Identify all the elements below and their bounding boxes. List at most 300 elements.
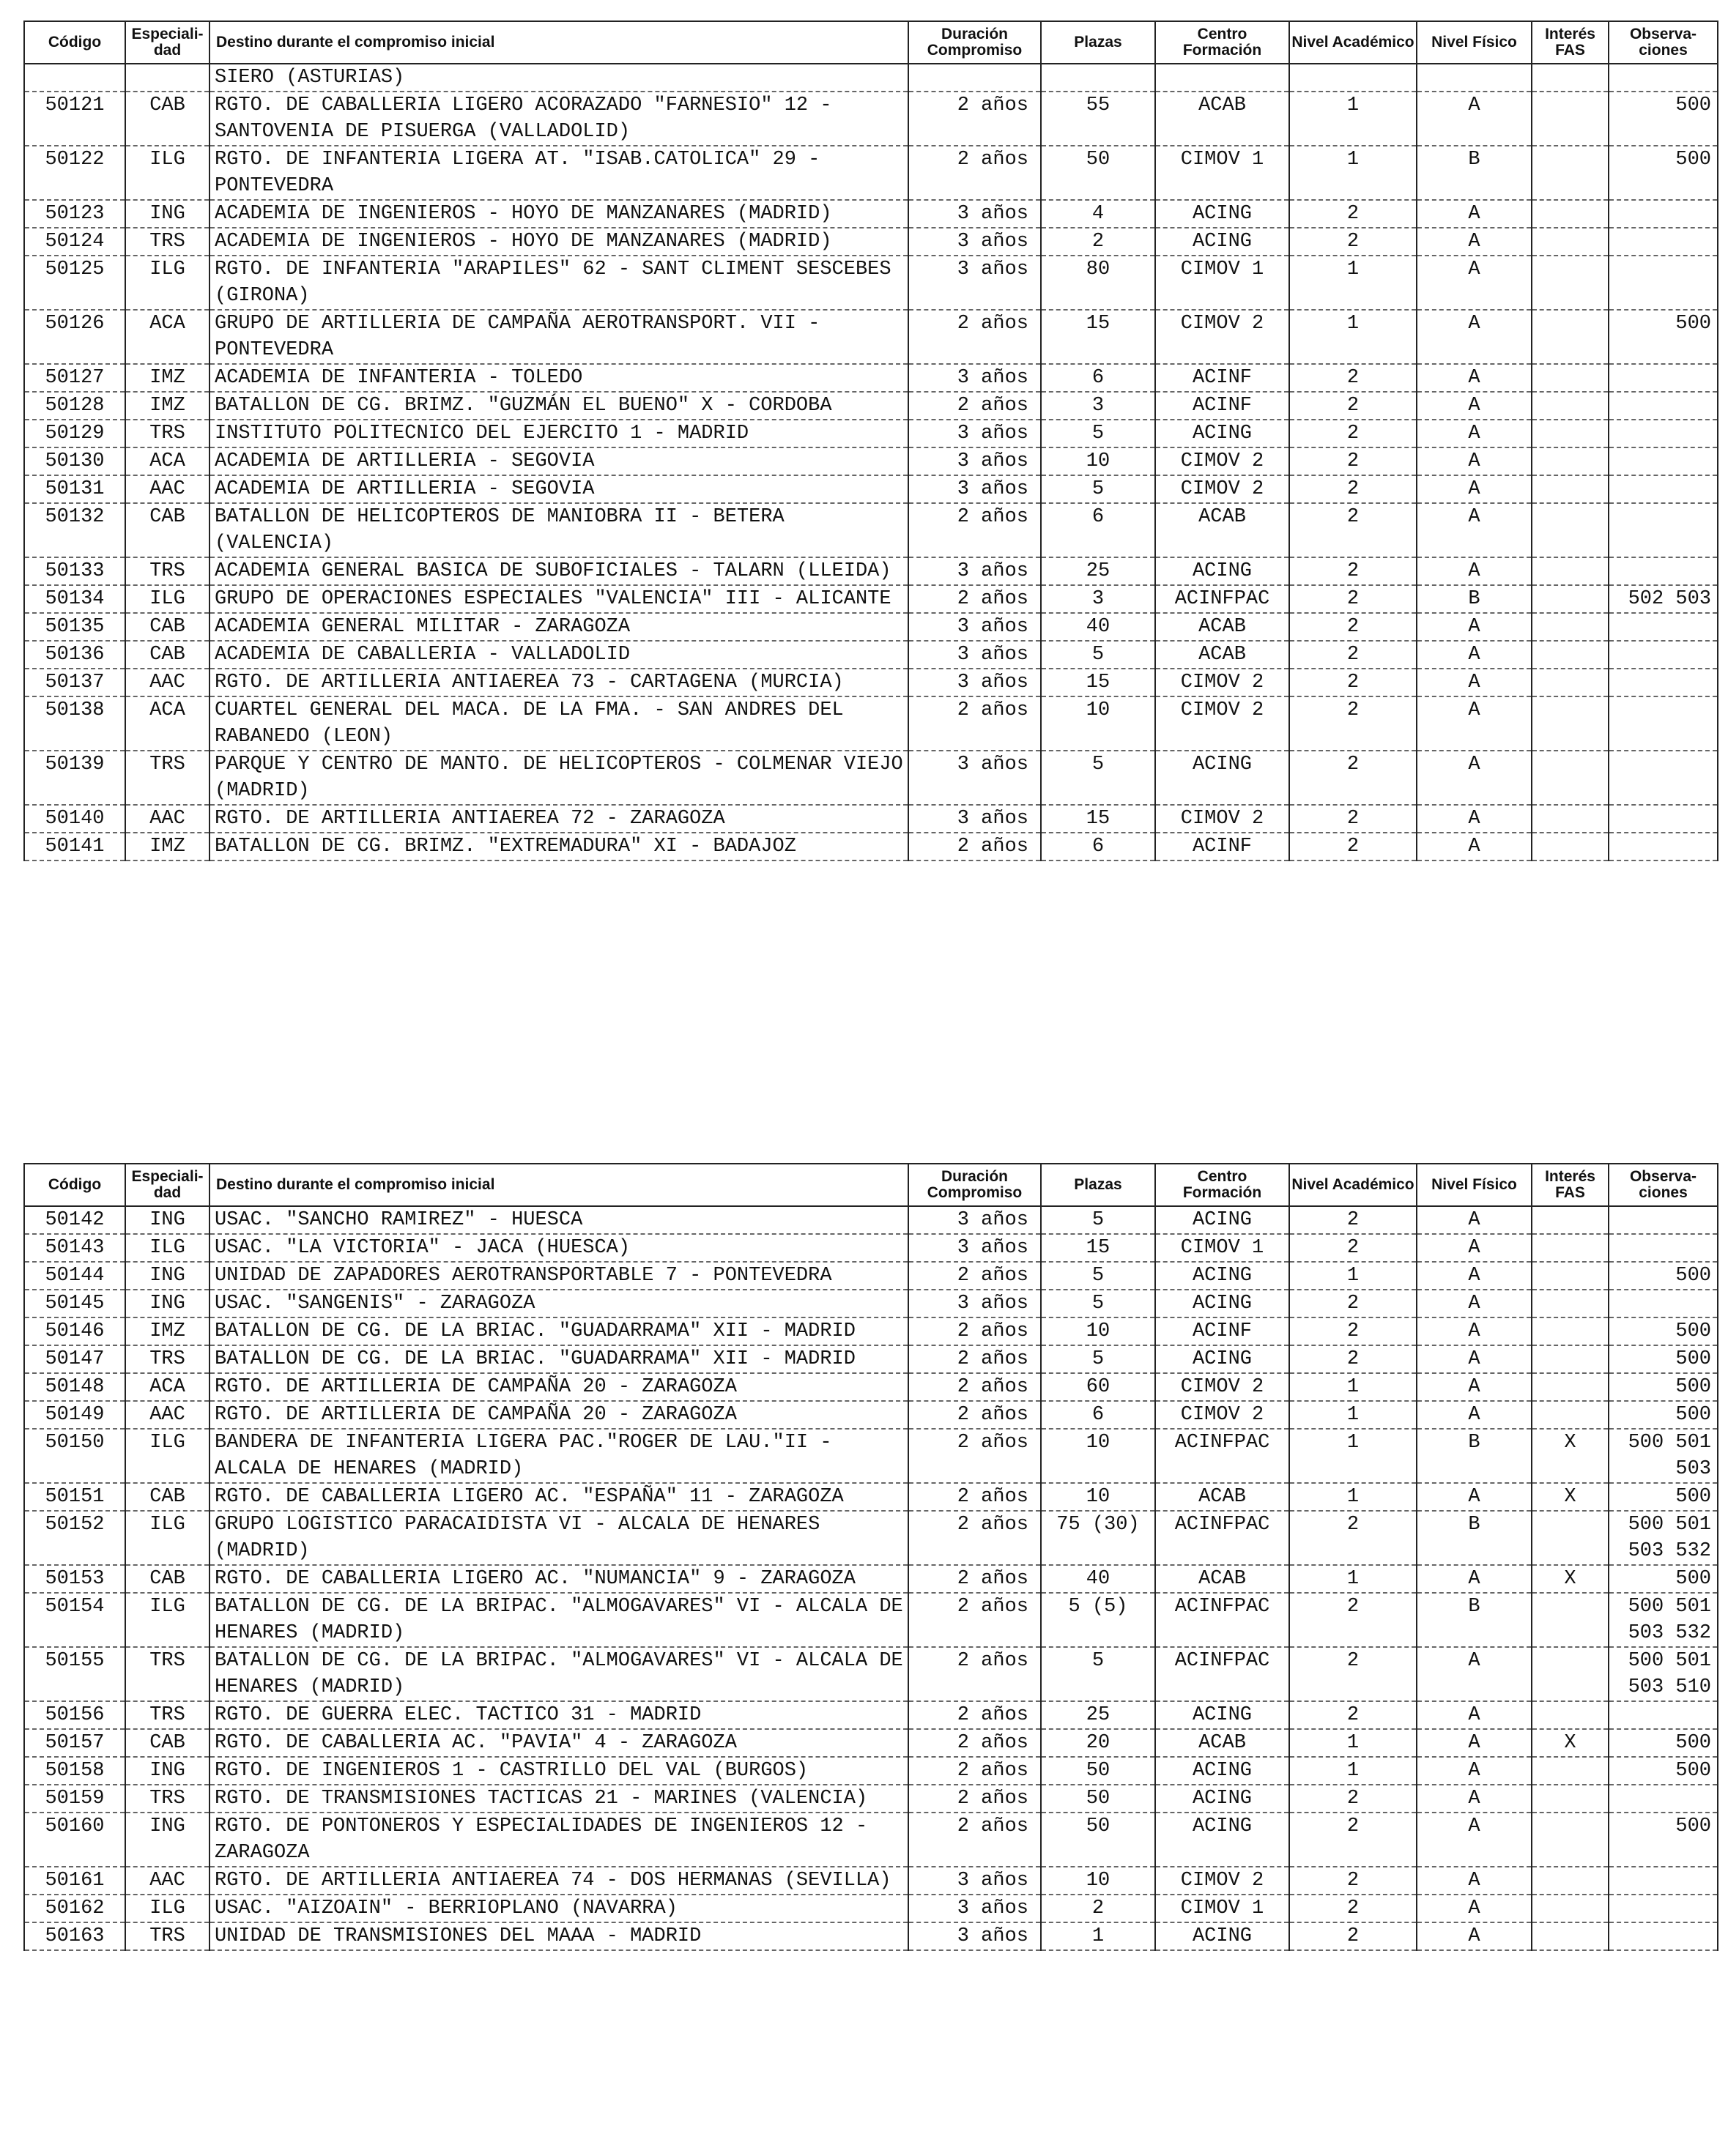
cell-centro: CIMOV 2 bbox=[1155, 1373, 1289, 1401]
cell-plazas: 6 bbox=[1041, 364, 1155, 392]
cell-plazas: 3 bbox=[1041, 392, 1155, 420]
cell-destino: BATALLON DE CG. BRIMZ. "EXTREMADURA" XI - BADAJOZ bbox=[209, 833, 908, 860]
cell-nivel-academico: 2 bbox=[1289, 392, 1417, 420]
cell-nivel-fisico: A bbox=[1417, 557, 1532, 585]
table-row bbox=[24, 420, 1718, 447]
cell-duracion: 3 años bbox=[908, 420, 1041, 447]
table-row bbox=[24, 1757, 1718, 1785]
cell-nivel-fisico: A bbox=[1417, 447, 1532, 475]
cell-duracion: 3 años bbox=[908, 805, 1041, 833]
cell-plazas: 55 bbox=[1041, 92, 1155, 146]
cell-plazas: 15 bbox=[1041, 310, 1155, 364]
cell-nivel-academico: 2 bbox=[1289, 200, 1417, 228]
cell-observaciones bbox=[1609, 228, 1718, 256]
table-row bbox=[24, 613, 1718, 641]
table-row bbox=[24, 1206, 1718, 1234]
cell-nivel-academico: 1 bbox=[1289, 92, 1417, 146]
cell-duracion: 2 años bbox=[908, 1511, 1041, 1565]
cell-nivel-academico: 2 bbox=[1289, 613, 1417, 641]
cell-destino: UNIDAD DE TRANSMISIONES DEL MAAA - MADRID bbox=[209, 1922, 908, 1950]
cell-codigo: 50128 bbox=[24, 392, 125, 420]
cell-observaciones bbox=[1609, 1290, 1718, 1317]
cell-observaciones: 500 bbox=[1609, 1483, 1718, 1511]
cell-especialidad: TRS bbox=[125, 751, 209, 805]
cell-duracion: 3 años bbox=[908, 256, 1041, 310]
cell-interes-fas bbox=[1532, 1373, 1609, 1401]
table-row bbox=[24, 447, 1718, 475]
cell-nivel-fisico: A bbox=[1417, 1813, 1532, 1867]
header-nivel-fisico: Nivel Físico bbox=[1417, 1164, 1532, 1206]
cell-especialidad: ACA bbox=[125, 447, 209, 475]
table-row bbox=[24, 503, 1718, 557]
cell-plazas: 50 bbox=[1041, 1757, 1155, 1785]
cell-observaciones: 500 501 503 bbox=[1609, 1429, 1718, 1483]
cell-codigo: 50131 bbox=[24, 475, 125, 503]
cell-codigo: 50129 bbox=[24, 420, 125, 447]
cell-observaciones bbox=[1609, 1895, 1718, 1922]
cell-destino: GRUPO DE ARTILLERIA DE CAMPAÑA AEROTRANSPORT. VII - PONTEVEDRA bbox=[209, 310, 908, 364]
cell-interes-fas bbox=[1532, 1813, 1609, 1867]
cell-codigo: 50146 bbox=[24, 1317, 125, 1345]
table-row bbox=[24, 310, 1718, 364]
cell-nivel-academico: 2 bbox=[1289, 1701, 1417, 1729]
cell-nivel-academico: 1 bbox=[1289, 1401, 1417, 1429]
cell-observaciones bbox=[1609, 392, 1718, 420]
cell-duracion: 2 años bbox=[908, 1345, 1041, 1373]
cell-nivel-academico: 2 bbox=[1289, 1895, 1417, 1922]
cell-interes-fas bbox=[1532, 833, 1609, 860]
cell-nivel-fisico: A bbox=[1417, 1647, 1532, 1701]
cell-plazas: 3 bbox=[1041, 585, 1155, 613]
cell-nivel-academico: 2 bbox=[1289, 228, 1417, 256]
cell-nivel-fisico: A bbox=[1417, 1729, 1532, 1757]
header-codigo: Código bbox=[24, 1164, 125, 1206]
cell-codigo: 50158 bbox=[24, 1757, 125, 1785]
cell-centro: CIMOV 2 bbox=[1155, 1867, 1289, 1895]
cell-codigo: 50132 bbox=[24, 503, 125, 557]
cell-interes-fas bbox=[1532, 1593, 1609, 1647]
cell-especialidad: ILG bbox=[125, 1895, 209, 1922]
cell-nivel-fisico: B bbox=[1417, 146, 1532, 200]
table-row bbox=[24, 641, 1718, 669]
cell-destino: RGTO. DE CABALLERIA LIGERO ACORAZADO "FARNESIO" 12 - SANTOVENIA DE PISUERGA (VALLADOLID) bbox=[209, 92, 908, 146]
cell-codigo: 50121 bbox=[24, 92, 125, 146]
cell-observaciones: 500 bbox=[1609, 1345, 1718, 1373]
header-codigo: Código bbox=[24, 21, 125, 64]
table-row bbox=[24, 1345, 1718, 1373]
cell-especialidad: ILG bbox=[125, 146, 209, 200]
cell-interes-fas bbox=[1532, 1701, 1609, 1729]
cell-duracion: 2 años bbox=[908, 585, 1041, 613]
cell-nivel-fisico: B bbox=[1417, 1593, 1532, 1647]
cell-especialidad: TRS bbox=[125, 1922, 209, 1950]
cell-destino: USAC. "LA VICTORIA" - JACA (HUESCA) bbox=[209, 1234, 908, 1262]
cell-plazas: 5 bbox=[1041, 420, 1155, 447]
cell-duracion: 2 años bbox=[908, 1565, 1041, 1593]
cell-destino: BATALLON DE CG. DE LA BRIPAC. "ALMOGAVARES" VI - ALCALA DE HENARES (MADRID) bbox=[209, 1593, 908, 1647]
cell-destino: CUARTEL GENERAL DEL MACA. DE LA FMA. - SAN ANDRES DEL RABANEDO (LEON) bbox=[209, 696, 908, 751]
cell-nivel-academico: 2 bbox=[1289, 1785, 1417, 1813]
cell-centro: ACINFPAC bbox=[1155, 1647, 1289, 1701]
cell-codigo: 50153 bbox=[24, 1565, 125, 1593]
cell-interes-fas: X bbox=[1532, 1429, 1609, 1483]
cell-nivel-fisico: A bbox=[1417, 310, 1532, 364]
cell-destino: BATALLON DE CG. DE LA BRIAC. "GUADARRAMA" XII - MADRID bbox=[209, 1317, 908, 1345]
cell-nivel-fisico: A bbox=[1417, 1565, 1532, 1593]
cell-centro: ACINF bbox=[1155, 1317, 1289, 1345]
cell-centro: ACING bbox=[1155, 1785, 1289, 1813]
cell-codigo: 50125 bbox=[24, 256, 125, 310]
cell-plazas: 4 bbox=[1041, 200, 1155, 228]
cell-observaciones bbox=[1609, 641, 1718, 669]
cell-destino: USAC. "SANCHO RAMIREZ" - HUESCA bbox=[209, 1206, 908, 1234]
cell-nivel-academico: 1 bbox=[1289, 1565, 1417, 1593]
table-2-body bbox=[24, 1206, 1718, 1950]
cell-centro: ACING bbox=[1155, 1206, 1289, 1234]
cell-destino: BATALLON DE CG. DE LA BRIAC. "GUADARRAMA" XII - MADRID bbox=[209, 1345, 908, 1373]
cell-destino: BATALLON DE CG. DE LA BRIPAC. "ALMOGAVARES" VI - ALCALA DE HENARES (MADRID) bbox=[209, 1647, 908, 1701]
cell-nivel-academico: 1 bbox=[1289, 1729, 1417, 1757]
cell-centro: CIMOV 2 bbox=[1155, 447, 1289, 475]
cell-centro: ACINFPAC bbox=[1155, 585, 1289, 613]
cell-duracion: 2 años bbox=[908, 696, 1041, 751]
cell-nivel-fisico: B bbox=[1417, 1429, 1532, 1483]
cell-nivel-academico: 1 bbox=[1289, 310, 1417, 364]
header-plazas: Plazas bbox=[1041, 21, 1155, 64]
cell-centro: ACAB bbox=[1155, 1483, 1289, 1511]
table-row bbox=[24, 1593, 1718, 1647]
cell-plazas: 40 bbox=[1041, 1565, 1155, 1593]
cell-centro: CIMOV 2 bbox=[1155, 475, 1289, 503]
cell-duracion: 3 años bbox=[908, 1922, 1041, 1950]
cell-especialidad: TRS bbox=[125, 228, 209, 256]
cell-nivel-academico: 1 bbox=[1289, 256, 1417, 310]
cell-observaciones bbox=[1609, 503, 1718, 557]
cell-nivel-academico: 2 bbox=[1289, 585, 1417, 613]
cell-centro: ACING bbox=[1155, 1262, 1289, 1290]
cell-observaciones bbox=[1609, 751, 1718, 805]
cell-interes-fas bbox=[1532, 256, 1609, 310]
cell-codigo: 50144 bbox=[24, 1262, 125, 1290]
cell-observaciones bbox=[1609, 420, 1718, 447]
cell-observaciones bbox=[1609, 475, 1718, 503]
cell-plazas: 10 bbox=[1041, 1483, 1155, 1511]
cell-especialidad: ILG bbox=[125, 1234, 209, 1262]
cell-plazas: 1 bbox=[1041, 1922, 1155, 1950]
cell-especialidad: ING bbox=[125, 1262, 209, 1290]
table-row bbox=[24, 1317, 1718, 1345]
table-row bbox=[24, 364, 1718, 392]
cell-duracion: 2 años bbox=[908, 1483, 1041, 1511]
cell-nivel-fisico: A bbox=[1417, 228, 1532, 256]
cell-especialidad: AAC bbox=[125, 1867, 209, 1895]
cell-observaciones: 500 bbox=[1609, 1262, 1718, 1290]
cell-plazas: 5 bbox=[1041, 1647, 1155, 1701]
cell-nivel-academico: 1 bbox=[1289, 1262, 1417, 1290]
cell-duracion: 3 años bbox=[908, 751, 1041, 805]
cell-plazas: 10 bbox=[1041, 696, 1155, 751]
cell-plazas: 6 bbox=[1041, 833, 1155, 860]
cell-observaciones: 500 bbox=[1609, 1729, 1718, 1757]
cell-nivel-fisico: A bbox=[1417, 92, 1532, 146]
cell-codigo: 50149 bbox=[24, 1401, 125, 1429]
cell-centro: ACAB bbox=[1155, 503, 1289, 557]
cell-nivel-academico: 2 bbox=[1289, 696, 1417, 751]
cell-centro: ACINF bbox=[1155, 833, 1289, 860]
cell-centro: ACING bbox=[1155, 1757, 1289, 1785]
cell-centro: ACING bbox=[1155, 228, 1289, 256]
cell-duracion: 2 años bbox=[908, 1729, 1041, 1757]
destinos-table-2 bbox=[23, 1163, 1718, 1951]
cell-destino: GRUPO LOGISTICO PARACAIDISTA VI - ALCALA DE HENARES (MADRID) bbox=[209, 1511, 908, 1565]
cell-centro: ACINF bbox=[1155, 364, 1289, 392]
cell-plazas: 2 bbox=[1041, 228, 1155, 256]
cell-especialidad: TRS bbox=[125, 420, 209, 447]
cell-observaciones bbox=[1609, 1701, 1718, 1729]
cell-nivel-academico: 2 bbox=[1289, 1867, 1417, 1895]
cell-interes-fas bbox=[1532, 1867, 1609, 1895]
cell-plazas: 6 bbox=[1041, 1401, 1155, 1429]
cell-observaciones: 500 bbox=[1609, 1565, 1718, 1593]
cell-duracion: 3 años bbox=[908, 557, 1041, 585]
cell-nivel-academico: 2 bbox=[1289, 557, 1417, 585]
cell-codigo: 50123 bbox=[24, 200, 125, 228]
cell-nivel-fisico: A bbox=[1417, 1785, 1532, 1813]
cell-especialidad: ING bbox=[125, 200, 209, 228]
cell-especialidad: AAC bbox=[125, 805, 209, 833]
cell-duracion: 3 años bbox=[908, 641, 1041, 669]
table-row bbox=[24, 1429, 1718, 1483]
table-row bbox=[24, 1290, 1718, 1317]
cell-especialidad: IMZ bbox=[125, 392, 209, 420]
cell-codigo: 50163 bbox=[24, 1922, 125, 1950]
cell-codigo: 50140 bbox=[24, 805, 125, 833]
cell-centro: CIMOV 1 bbox=[1155, 1895, 1289, 1922]
cell-centro: ACING bbox=[1155, 1701, 1289, 1729]
header-especialidad: Especiali-dad bbox=[125, 21, 209, 64]
cell-duracion: 2 años bbox=[908, 1647, 1041, 1701]
cell-destino: USAC. "AIZOAIN" - BERRIOPLANO (NAVARRA) bbox=[209, 1895, 908, 1922]
cell-nivel-academico: 2 bbox=[1289, 1593, 1417, 1647]
cell-codigo: 50159 bbox=[24, 1785, 125, 1813]
cell-nivel-academico: 2 bbox=[1289, 364, 1417, 392]
cell-nivel-fisico: A bbox=[1417, 1373, 1532, 1401]
cell-nivel-fisico: A bbox=[1417, 392, 1532, 420]
cell-nivel-academico: 2 bbox=[1289, 420, 1417, 447]
cell-especialidad: TRS bbox=[125, 1345, 209, 1373]
cell-plazas: 10 bbox=[1041, 1429, 1155, 1483]
cell-observaciones bbox=[1609, 364, 1718, 392]
cell-nivel-fisico: A bbox=[1417, 613, 1532, 641]
cell-nivel-fisico: A bbox=[1417, 1401, 1532, 1429]
cell-destino: RGTO. DE ARTILLERIA DE CAMPAÑA 20 - ZARAGOZA bbox=[209, 1401, 908, 1429]
cell-destino: GRUPO DE OPERACIONES ESPECIALES "VALENCIA" III - ALICANTE bbox=[209, 585, 908, 613]
cell-observaciones: 500 bbox=[1609, 146, 1718, 200]
table-row bbox=[24, 751, 1718, 805]
cell-codigo: 50138 bbox=[24, 696, 125, 751]
cell-observaciones bbox=[1609, 833, 1718, 860]
table-row bbox=[24, 557, 1718, 585]
cell-especialidad: TRS bbox=[125, 1701, 209, 1729]
cell-plazas: 15 bbox=[1041, 805, 1155, 833]
cell-observaciones: 500 bbox=[1609, 1317, 1718, 1345]
cell-especialidad: IMZ bbox=[125, 833, 209, 860]
cell-plazas: 5 bbox=[1041, 475, 1155, 503]
cell-interes-fas bbox=[1532, 420, 1609, 447]
cell-plazas: 50 bbox=[1041, 1813, 1155, 1867]
cell-codigo: 50137 bbox=[24, 669, 125, 696]
table-row bbox=[24, 1922, 1718, 1950]
header-nivel-academico: Nivel Académico bbox=[1289, 21, 1417, 64]
cell-nivel-fisico: A bbox=[1417, 751, 1532, 805]
cell-nivel-fisico: B bbox=[1417, 585, 1532, 613]
cell-destino: ACADEMIA DE INGENIEROS - HOYO DE MANZANARES (MADRID) bbox=[209, 200, 908, 228]
cell-plazas: 5 bbox=[1041, 1262, 1155, 1290]
cell-centro: ACING bbox=[1155, 557, 1289, 585]
cell-nivel-academico: 2 bbox=[1289, 641, 1417, 669]
cell-destino: ACADEMIA DE ARTILLERIA - SEGOVIA bbox=[209, 475, 908, 503]
cell-nivel-fisico: A bbox=[1417, 1895, 1532, 1922]
table-row bbox=[24, 1234, 1718, 1262]
cell-nivel-fisico: A bbox=[1417, 1345, 1532, 1373]
cell-nivel-fisico: B bbox=[1417, 1511, 1532, 1565]
cell-codigo: 50139 bbox=[24, 751, 125, 805]
cell-nivel-fisico: A bbox=[1417, 475, 1532, 503]
cell-codigo: 50130 bbox=[24, 447, 125, 475]
cell-centro: ACING bbox=[1155, 1290, 1289, 1317]
cell-codigo: 50122 bbox=[24, 146, 125, 200]
cell-duracion: 2 años bbox=[908, 1262, 1041, 1290]
cell-centro: ACING bbox=[1155, 420, 1289, 447]
cell-codigo: 50141 bbox=[24, 833, 125, 860]
table-row bbox=[24, 1785, 1718, 1813]
cell-nivel-fisico: A bbox=[1417, 1262, 1532, 1290]
cell-centro: ACAB bbox=[1155, 641, 1289, 669]
cell-observaciones bbox=[1609, 613, 1718, 641]
cell-nivel-fisico: A bbox=[1417, 833, 1532, 860]
cell-observaciones: 500 bbox=[1609, 310, 1718, 364]
table-row bbox=[24, 92, 1718, 146]
table-row bbox=[24, 669, 1718, 696]
cell-nivel-fisico: A bbox=[1417, 1206, 1532, 1234]
cell-duracion: 3 años bbox=[908, 475, 1041, 503]
cell-nivel-academico: 2 bbox=[1289, 751, 1417, 805]
cell-interes-fas bbox=[1532, 1234, 1609, 1262]
cell-destino: RGTO. DE ARTILLERIA ANTIAEREA 73 - CARTAGENA (MURCIA) bbox=[209, 669, 908, 696]
cell-plazas: 20 bbox=[1041, 1729, 1155, 1757]
cell-plazas: 60 bbox=[1041, 1373, 1155, 1401]
cell-codigo: 50148 bbox=[24, 1373, 125, 1401]
cell-especialidad: CAB bbox=[125, 92, 209, 146]
cell-centro: CIMOV 2 bbox=[1155, 669, 1289, 696]
cell-duracion: 2 años bbox=[908, 1373, 1041, 1401]
header-observaciones: Observa-ciones bbox=[1609, 21, 1718, 64]
cell-especialidad: CAB bbox=[125, 1729, 209, 1757]
cell-centro: ACAB bbox=[1155, 92, 1289, 146]
table-row bbox=[24, 1729, 1718, 1757]
cell-interes-fas bbox=[1532, 805, 1609, 833]
header-nivel-fisico: Nivel Físico bbox=[1417, 21, 1532, 64]
cell-nivel-academico: 2 bbox=[1289, 475, 1417, 503]
cell-plazas: 40 bbox=[1041, 613, 1155, 641]
cell-plazas: 75 (30) bbox=[1041, 1511, 1155, 1565]
cell-interes-fas bbox=[1532, 557, 1609, 585]
table-row bbox=[24, 1701, 1718, 1729]
cell-destino: RGTO. DE CABALLERIA LIGERO AC. "ESPAÑA" 11 - ZARAGOZA bbox=[209, 1483, 908, 1511]
cell-duracion: 3 años bbox=[908, 1206, 1041, 1234]
cell-duracion: 2 años bbox=[908, 833, 1041, 860]
cell-centro: ACAB bbox=[1155, 613, 1289, 641]
cell-nivel-academico: 1 bbox=[1289, 146, 1417, 200]
cell-interes-fas: X bbox=[1532, 1729, 1609, 1757]
table-row bbox=[24, 1483, 1718, 1511]
cell-codigo: 50124 bbox=[24, 228, 125, 256]
cell-interes-fas bbox=[1532, 503, 1609, 557]
cell-nivel-fisico: A bbox=[1417, 1483, 1532, 1511]
table-row bbox=[24, 1867, 1718, 1895]
cell-destino: PARQUE Y CENTRO DE MANTO. DE HELICOPTEROS - COLMENAR VIEJO (MADRID) bbox=[209, 751, 908, 805]
cell-nivel-fisico: A bbox=[1417, 420, 1532, 447]
cell-centro: ACINF bbox=[1155, 392, 1289, 420]
cell-destino: ACADEMIA DE CABALLERIA - VALLADOLID bbox=[209, 641, 908, 669]
cell-plazas: 6 bbox=[1041, 503, 1155, 557]
cell-observaciones: 500 bbox=[1609, 1373, 1718, 1401]
cell-nivel-fisico: A bbox=[1417, 1701, 1532, 1729]
cell-nivel-academico: 2 bbox=[1289, 1813, 1417, 1867]
cell-especialidad: CAB bbox=[125, 641, 209, 669]
cell-nivel-academico: 2 bbox=[1289, 1317, 1417, 1345]
cell-centro: CIMOV 2 bbox=[1155, 1401, 1289, 1429]
cell-especialidad: IMZ bbox=[125, 364, 209, 392]
cell-duracion: 2 años bbox=[908, 1593, 1041, 1647]
header-centro: Centro Formación bbox=[1155, 21, 1289, 64]
cell-observaciones: 500 bbox=[1609, 1757, 1718, 1785]
cell-nivel-academico: 2 bbox=[1289, 1345, 1417, 1373]
cell-nivel-academico: 2 bbox=[1289, 503, 1417, 557]
cell-nivel-academico: 2 bbox=[1289, 1206, 1417, 1234]
header-duracion: Duración Compromiso bbox=[908, 21, 1041, 64]
table-row bbox=[24, 1262, 1718, 1290]
header-destino: Destino durante el compromiso inicial bbox=[209, 21, 908, 64]
cell-centro: ACING bbox=[1155, 1922, 1289, 1950]
cell-especialidad: TRS bbox=[125, 557, 209, 585]
cell-nivel-fisico: A bbox=[1417, 1922, 1532, 1950]
cell-codigo: 50150 bbox=[24, 1429, 125, 1483]
cell-centro: ACINFPAC bbox=[1155, 1593, 1289, 1647]
cell-duracion: 3 años bbox=[908, 1867, 1041, 1895]
cell-codigo: 50152 bbox=[24, 1511, 125, 1565]
table-row bbox=[24, 1895, 1718, 1922]
cell-observaciones bbox=[1609, 557, 1718, 585]
cell-especialidad: ILG bbox=[125, 1593, 209, 1647]
cell-nivel-academico: 2 bbox=[1289, 805, 1417, 833]
cell-interes-fas bbox=[1532, 641, 1609, 669]
cell-nivel-fisico: A bbox=[1417, 805, 1532, 833]
cell-duracion: 2 años bbox=[908, 1401, 1041, 1429]
cell-codigo: 50135 bbox=[24, 613, 125, 641]
cell-especialidad: ING bbox=[125, 1290, 209, 1317]
cell-plazas: 5 bbox=[1041, 1345, 1155, 1373]
cell-interes-fas bbox=[1532, 585, 1609, 613]
cell-destino: RGTO. DE INFANTERIA "ARAPILES" 62 - SANT CLIMENT SESCEBES (GIRONA) bbox=[209, 256, 908, 310]
header-observaciones: Observa-ciones bbox=[1609, 1164, 1718, 1206]
cell-especialidad: ING bbox=[125, 1757, 209, 1785]
cell-codigo: 50126 bbox=[24, 310, 125, 364]
cell-codigo: 50160 bbox=[24, 1813, 125, 1867]
cell-interes-fas bbox=[1532, 613, 1609, 641]
cell-duracion: 3 años bbox=[908, 1234, 1041, 1262]
cell-destino: RGTO. DE ARTILLERIA ANTIAEREA 74 - DOS HERMANAS (SEVILLA) bbox=[209, 1867, 908, 1895]
